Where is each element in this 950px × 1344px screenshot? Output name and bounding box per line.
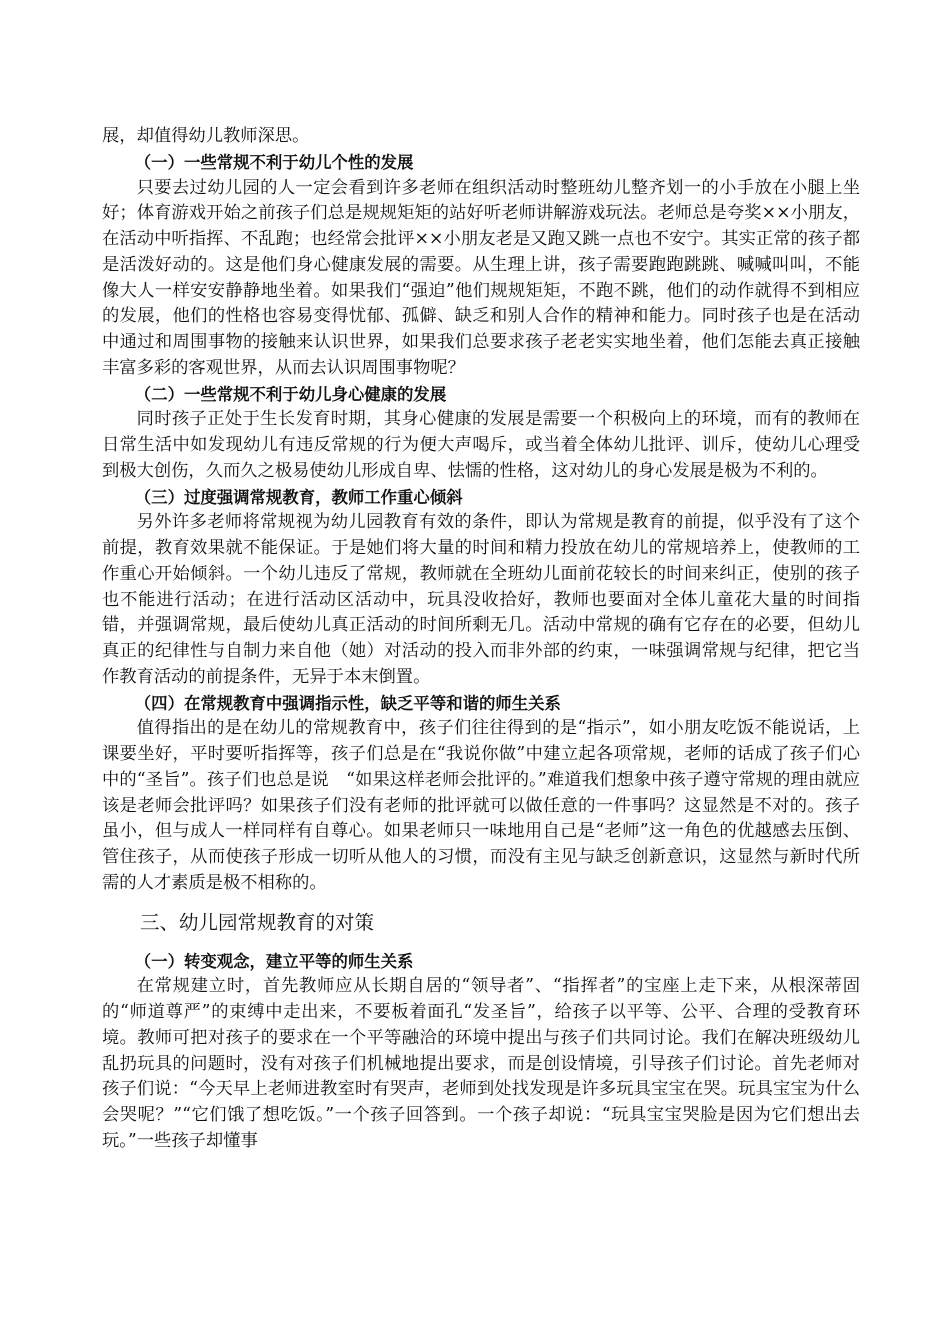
paragraph: 另外许多老师将常规视为幼儿园教育有效的条件，即认为常规是教育的前提，似乎没有了这个前提，教育效果就不能保证。于是她们将大量的时间和精力投放在幼儿的常规培养上，使教师的工作重心开始倾斜。一个幼儿违反了常规，教师就在全班幼儿面前花较长的时间来纠正，使别的孩子也不能进行活动；在进行活动区活动中，玩具没收拾好，教师也要面对全体儿童花大量的时间指错，并强调常规，最后使幼儿真正活动的时间所剩无几。活动中常规的确有它存在的必要，但幼儿真正的纪律性与自制力来自他（她）对活动的投入而非外部的约束，一味强调常规与纪律，把它当作教育活动的前提条件，无异于本末倒置。 — [102, 512, 860, 687]
paragraph: 展，却值得幼儿教师深思。 — [102, 126, 310, 146]
section-heading: （四）在常规教育中强调指示性，缺乏平等和谐的师生关系 — [134, 693, 561, 713]
section-heading: （二）一些常规不利于幼儿身心健康的发展 — [134, 384, 447, 404]
section-heading: （一）转变观念，建立平等的师生关系 — [134, 951, 414, 971]
document-page — [102, 124, 860, 1155]
paragraph: 在常规建立时，首先教师应从长期自居的“领导者”、“指挥者”的宝座上走下来，从根深蒂固的“师道尊严”的束缚中走出来，不要板着面孔“发圣旨”，给孩子以平等、公平、合理的受教育环境。教师可把对孩子的要求在一个平等融洽的环境中提出与孩子们共同讨论。我们在解决班级幼儿乱扔玩具的问题时，没有对孩子们机械地提出要求，而是创设情境，引导孩子们讨论。首先老师对孩子们说：“今天早上老师进教室时有哭声，老师到处找发现是许多玩具宝宝在哭。玩具宝宝为什么会哭呢？”“它们饿了想吃饭。”一个孩子回答到。一个孩子却说：“玩具宝宝哭脸是因为它们想出去玩。”一些孩子却懂事 — [102, 976, 860, 1151]
paragraph: 同时孩子正处于生长发育时期，其身心健康的发展是需要一个积极向上的环境，而有的教师在日常生活中如发现幼儿有违反常规的行为便大声喝斥，或当着全体幼儿批评、训斥，使幼儿心理受到极大创伤，久而久之极易使幼儿形成自卑、怯懦的性格，这对幼儿的身心发展是极为不利的。 — [102, 409, 860, 481]
paragraph: 只要去过幼儿园的人一定会看到许多老师在组织活动时整班幼儿整齐划一的小手放在小腿上坐好；体育游戏开始之前孩子们总是规规矩矩的站好听老师讲解游戏玩法。老师总是夸奖××小朋友，在活动中听指挥、不乱跑；也经常会批评××小朋友老是又跑又跳一点也不安宁。其实正常的孩子都是活泼好动的。这是他们身心健康发展的需要。从生理上讲，孩子需要跑跑跳跳、喊喊叫叫，不能像大人一样安安静静地坐着。如果我们“强迫”他们规规矩矩，不跑不跳，他们的动作就得不到相应的发展，他们的性格也容易变得忧郁、孤僻、缺乏和别人合作的精神和能力。同时孩子也是在活动中通过和周围事物的接触来认识世界，如果我们总要求孩子老老实实地坐着，他们怎能去真正接触丰富多彩的客观世界，从而去认识周围事物呢？ — [102, 177, 860, 378]
chapter-heading: 三、幼儿园常规教育的对策 — [140, 910, 375, 934]
section-heading: （一）一些常规不利于幼儿个性的发展 — [134, 152, 414, 172]
section-heading: （三）过度强调常规教育，教师工作重心倾斜 — [134, 487, 463, 507]
paragraph: 值得指出的是在幼儿的常规教育中，孩子们往往得到的是“指示”，如小朋友吃饭不能说话，上课要坐好，平时要听指挥等，孩子们总是在“我说你做”中建立起各项常规，老师的话成了孩子们心中的“圣旨”。孩子们也总是说 “如果这样老师会批评的。”难道我们想象中孩子遵守常规的理由就应该是老师会批评吗？如果孩子们没有老师的批评就可以做任意的一件事吗？这显然是不对的。孩子虽小，但与成人一样同样有自尊心。如果老师只一味地用自己是“老师”这一角色的优越感去压倒、管住孩子，从而使孩子形成一切听从他人的习惯，而没有主见与缺乏创新意识，这显然与新时代所需的人才素质是极不相称的。 — [102, 718, 860, 893]
